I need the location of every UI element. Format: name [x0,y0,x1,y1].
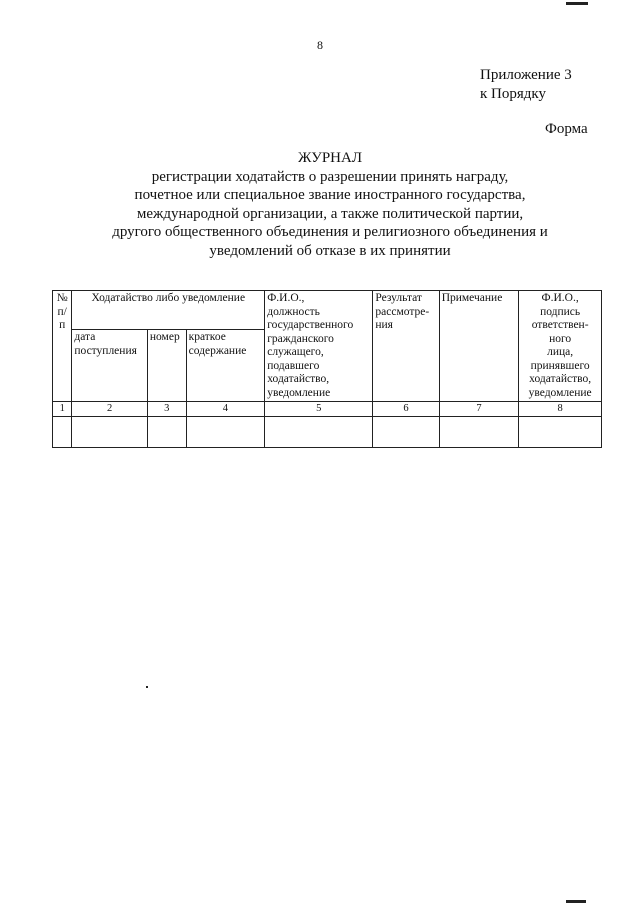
column-number: 2 [72,402,148,417]
header-text: ходатайство, [529,373,592,385]
column-number-row [53,402,602,417]
page-number: 8 [317,38,323,52]
header-text: содержание [188,344,247,357]
form-label: Форма [545,121,588,137]
header-text: Примечание [441,292,503,304]
header-text: поступления [74,344,137,357]
subtitle-line: уведомлений об отказе в их принятии [209,242,451,259]
scan-mark-bottom [566,900,586,903]
header-text: ходатайство, [267,373,330,385]
column-number: 3 [147,402,186,417]
header-text: должность [267,305,320,318]
empty-cell [147,416,186,447]
header-text: подпись [540,305,581,318]
subtitle-line: почетное или специальное звание иностранного государства, [134,187,526,203]
subtitle-line: международной организации, а также политической партии, [136,205,524,222]
column-number: 6 [373,402,439,417]
appendix-reference [480,66,572,104]
header-text: п/п [57,305,67,331]
document-title-block [60,149,600,260]
empty-cell [186,416,265,447]
empty-table-row [53,416,602,447]
journal-table [52,290,602,448]
empty-cell [265,416,373,447]
scan-mark-top [566,2,588,5]
header-fio-civil-servant [265,291,373,402]
header-text: государственного [267,319,354,331]
subtitle-line: другого общественного объединения и религиозного объединения и [112,224,548,240]
header-text: Ф.И.О., [541,292,579,304]
column-number: 4 [186,402,265,417]
header-fio-responsible [519,291,602,402]
header-text: служащего, [267,346,324,358]
header-result [373,291,439,402]
header-text: краткое [188,331,226,344]
header-receipt-date [72,330,148,402]
column-number: 7 [439,402,519,417]
header-text: Результат [375,292,422,304]
header-text: гражданского [267,332,334,345]
header-text: рассмотре- [375,305,430,318]
header-petition-group [72,291,265,330]
header-text: ния [375,319,393,331]
header-text: № [56,292,68,304]
header-number [147,330,186,402]
empty-cell [53,416,72,447]
header-text: уведомление [528,386,592,399]
header-text: Ходатайство либо уведомление [91,292,246,304]
header-text: уведомление [267,386,331,399]
header-text: ответствен- [531,319,589,331]
column-number: 1 [53,402,72,417]
header-num [53,291,72,402]
column-number: 5 [265,402,373,417]
scan-dot [146,686,148,688]
appendix-line: к Порядку [480,86,546,102]
empty-cell [519,416,602,447]
document-title: ЖУРНАЛ [297,150,363,166]
header-text: подавшего [267,359,320,372]
subtitle-line: регистрации ходатайств о разрешении принять награду, [151,168,509,185]
header-text: лица, [547,346,574,358]
appendix-line: Приложение 3 [480,67,572,83]
header-text: Ф.И.О., [267,292,305,304]
header-summary [186,330,265,402]
header-text: ного [549,332,572,345]
column-number: 8 [519,402,602,417]
empty-cell [373,416,439,447]
header-text: дата [74,331,96,344]
header-text: принявшего [530,359,590,372]
table-header-row [53,291,602,330]
empty-cell [439,416,519,447]
header-text: номер [149,331,180,344]
empty-cell [72,416,148,447]
header-note [439,291,519,402]
